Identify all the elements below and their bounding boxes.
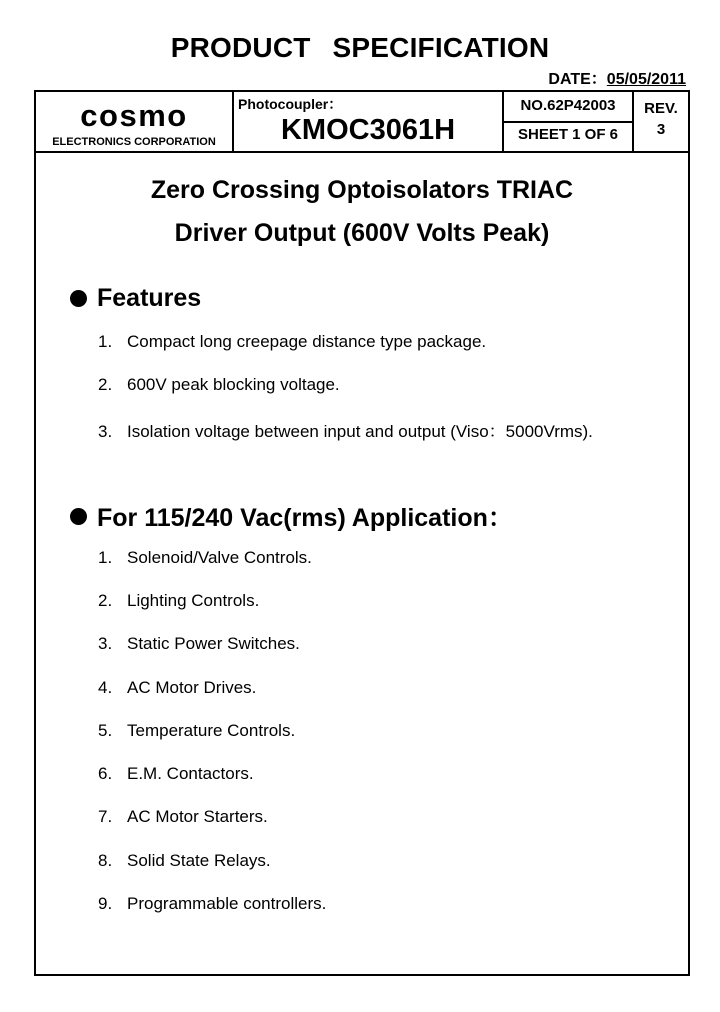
list-item: 8. Solid State Relays. — [98, 851, 271, 870]
features-heading — [70, 284, 201, 313]
document-number-cell — [504, 92, 634, 151]
applications-heading — [70, 498, 513, 534]
company-subtitle: ELECTRONICS CORPORATION — [52, 136, 216, 148]
date-value: 05/05/2011 — [606, 71, 686, 88]
document-date — [548, 66, 686, 89]
features-heading-text: Features — [97, 284, 202, 312]
list-item: 5. Temperature Controls. — [98, 721, 296, 740]
list-item: 4. AC Motor Drives. — [98, 678, 257, 697]
product-cell — [234, 92, 504, 151]
date-label: DATE： — [548, 71, 607, 88]
list-item: 1. Compact long creepage distance type package. — [98, 332, 487, 351]
revision-value: 3 — [656, 121, 666, 138]
product-category-label: Photocoupler： — [238, 96, 343, 112]
company-logo-cell — [36, 92, 234, 151]
document-frame — [34, 90, 690, 976]
list-item: 3. Isolation voltage between input and output (Viso：5000Vrms). — [98, 422, 593, 441]
list-item: 9. Programmable controllers. — [98, 894, 327, 913]
list-item: 2. Lighting Controls. — [98, 591, 260, 610]
revision-label: REV. — [644, 100, 678, 117]
list-item: 7. AC Motor Starters. — [98, 807, 268, 826]
applications-heading-text: For 115/240 Vac(rms) Application： — [97, 504, 513, 532]
document-number: NO.62P42003 — [504, 97, 632, 123]
sheet-number: SHEET 1 OF 6 — [517, 126, 619, 143]
page-title: PRODUCT SPECIFICATION — [170, 32, 550, 63]
header-table — [36, 92, 688, 153]
revision-cell — [634, 92, 688, 151]
list-item: 6. E.M. Contactors. — [98, 764, 254, 783]
document-title-line-1: Zero Crossing Optoisolators TRIAC — [150, 176, 574, 204]
product-part-number: KMOC3061H — [280, 114, 456, 146]
list-item: 2. 600V peak blocking voltage. — [98, 375, 340, 394]
list-item: 1. Solenoid/Valve Controls. — [98, 548, 312, 567]
document-title-line-2: Driver Output (600V Volts Peak) — [174, 219, 550, 247]
list-item: 3. Static Power Switches. — [98, 634, 300, 653]
company-logo: cosmo — [80, 98, 188, 133]
bullet-icon — [70, 290, 87, 307]
bullet-icon — [70, 508, 87, 525]
